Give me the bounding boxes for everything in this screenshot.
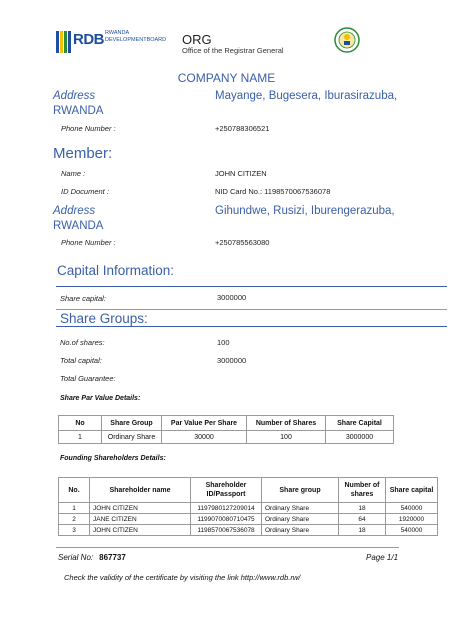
par-value-header-row <box>59 416 394 431</box>
table-cell: 18 <box>339 525 386 536</box>
table-cell: Ordinary Share <box>262 514 339 525</box>
table-cell: Ordinary Share <box>262 525 339 536</box>
org-subtitle: Office of the Registrar General <box>182 46 284 55</box>
capital-heading: Capital Information: <box>57 263 175 278</box>
table-row <box>59 431 394 444</box>
company-name: COMPANY NAME <box>177 71 276 85</box>
table-row <box>59 525 438 536</box>
table-cell: 1197980127209014 <box>191 503 262 514</box>
member-phone-value: +250785563080 <box>215 238 270 247</box>
col-header: Shareholder name <box>90 478 191 503</box>
par-value-table <box>58 415 394 444</box>
table-cell: 18 <box>339 503 386 514</box>
company-phone-value: +250788306521 <box>215 124 270 133</box>
share-capital-underline <box>56 309 447 310</box>
table-row <box>59 503 438 514</box>
no-shares-label: No.of shares: <box>60 338 105 347</box>
col-header: No <box>59 416 102 431</box>
founders-header-row <box>59 478 438 503</box>
company-address-country: RWANDA <box>53 105 104 117</box>
serial-label: Serial No: <box>58 553 94 562</box>
table-cell: 1198570067536078 <box>191 525 262 536</box>
table-cell: Ordinary Share <box>102 431 162 444</box>
total-capital-value: 3000000 <box>217 356 247 365</box>
table-cell: 1 <box>59 431 102 444</box>
member-name-label: Name : <box>61 169 86 178</box>
col-header: Shareholder ID/Passport <box>191 478 262 503</box>
company-address-label: Address <box>53 90 96 102</box>
table-cell: JOHN CITIZEN <box>90 503 191 514</box>
member-id-value: NID Card No.: 1198570067536078 <box>215 187 331 196</box>
share-groups-divider <box>56 326 447 327</box>
table-cell: JANE CITIZEN <box>90 514 191 525</box>
col-header: Par Value Per Share <box>162 416 247 431</box>
company-phone-label: Phone Number : <box>61 124 116 133</box>
table-cell: 1199070080710475 <box>191 514 262 525</box>
page-indicator: Page 1/1 <box>366 553 399 562</box>
rdb-logo-text: RDB <box>73 31 104 48</box>
col-header: No. <box>59 478 90 503</box>
table-cell: 64 <box>339 514 386 525</box>
rdb-logo-subtitle: RWANDA DEVELOPMENTBOARD <box>105 30 167 43</box>
founders-table <box>58 477 438 536</box>
member-heading: Member: <box>53 145 113 162</box>
member-address-label: Address <box>53 205 96 217</box>
table-cell: 3 <box>59 525 90 536</box>
share-groups-heading: Share Groups: <box>60 311 148 326</box>
col-header: Share group <box>262 478 339 503</box>
share-capital-label: Share capital: <box>60 294 106 303</box>
validity-note: Check the validity of the certificate by visiting the link http://www.rdb.rw/ <box>64 573 301 582</box>
capital-divider <box>56 286 447 287</box>
col-header: Number of shares <box>339 478 386 503</box>
org-title: ORG <box>182 32 212 47</box>
share-capital-value: 3000000 <box>217 293 247 302</box>
col-header: Share Group <box>102 416 162 431</box>
no-shares-value: 100 <box>217 338 230 347</box>
footer-divider <box>56 547 399 548</box>
founders-title: Founding Shareholders Details: <box>60 455 166 462</box>
table-cell: 1 <box>59 503 90 514</box>
serial-value: 867737 <box>99 553 126 562</box>
table-cell: JOHN CITIZEN <box>90 525 191 536</box>
col-header: Share Capital <box>326 416 394 431</box>
member-address-value: Gihundwe, Rusizi, Iburengerazuba, <box>215 205 395 217</box>
company-address-value: Mayange, Bugesera, Iburasirazuba, <box>215 90 398 102</box>
total-capital-label: Total capital: <box>60 356 102 365</box>
member-id-label: ID Document : <box>61 187 109 196</box>
member-phone-label: Phone Number : <box>61 238 116 247</box>
total-guarantee-label: Total Guarantee: <box>60 374 116 383</box>
rdb-logo-bars-icon <box>56 31 72 53</box>
rwanda-coat-of-arms-icon <box>334 27 360 53</box>
member-address-country: RWANDA <box>53 220 104 232</box>
par-value-title: Share Par Value Details: <box>60 395 141 402</box>
col-header: Number of Shares <box>247 416 326 431</box>
table-cell: 30000 <box>162 431 247 444</box>
table-cell: 540000 <box>386 503 438 514</box>
table-cell: 1920000 <box>386 514 438 525</box>
table-cell: 2 <box>59 514 90 525</box>
table-row <box>59 514 438 525</box>
col-header: Share capital <box>386 478 438 503</box>
table-cell: 540000 <box>386 525 438 536</box>
table-cell: Ordinary Share <box>262 503 339 514</box>
serial-number <box>58 553 126 562</box>
member-name-value: JOHN CITIZEN <box>215 169 267 178</box>
table-cell: 3000000 <box>326 431 394 444</box>
table-cell: 100 <box>247 431 326 444</box>
